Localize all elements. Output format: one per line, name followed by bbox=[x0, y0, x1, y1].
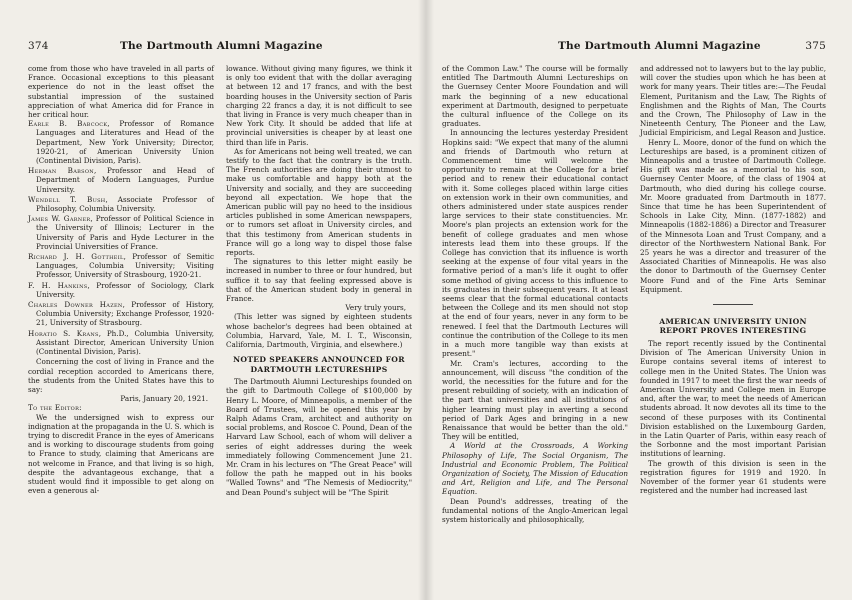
paragraph: Dean Pound's addresses, treating of the fundamental notions of the Anglo-American legal system historically and philosophically, bbox=[442, 496, 628, 524]
paragraph bbox=[28, 403, 214, 412]
paragraph: Wendell T. Bush, Associate Professor of Philosophy, Columbia University. bbox=[28, 194, 214, 214]
person-name: Charles Downer Hazen bbox=[28, 300, 123, 310]
page-number-right: 375 bbox=[805, 40, 826, 52]
person-name: Wendell T. Bush bbox=[28, 194, 106, 204]
article-heading-lectureships: NOTED SPEAKERS ANNOUNCED FOR DARTMOUTH LECTURESHIPS bbox=[233, 355, 405, 374]
paragraph: Paris, January 20, 1921. bbox=[120, 394, 208, 404]
right-column-2 bbox=[640, 64, 826, 524]
paragraph: A World at the Crossroads, A Working Philosophy of Life, The Social Organism, The Industrial and Economic Problem, The Political Organization of Society, The Mission of Education and Art, Religion and Life, and The Personal Equation. bbox=[442, 441, 628, 497]
paragraph: Earle B. Babcock, Professor of Romance Languages and Literatures and Head of the Department, New York University; Director, 1920-21, of American University Union (Continental Division, Paris). bbox=[28, 119, 214, 166]
paragraph: In announcing the lectures yesterday President Hopkins said: "We expect that many of the alumni and friends of Dartmouth who return at Commencement time will welcome the opportunity to remain at the College for a brief period and to renew their educational contact with it. Some colleges placed within large cities on extension work in their own communities, and others administered under state auspices render large services to their state constituencies. Mr. Moore's plan projects an extension work for the benefit of college graduates and men whose interests lead them into these groups. If the College has conviction that its influence is worth seeking at the expense of four vital years in the formative period of a man's life it ought to offer some method of giving access to this influence to its graduates in their subsequent years. It at least seems clear that the formal educational contacts between the College and its men should not stop at the end of four years, never in any form to be renewed. I feel that the Dartmouth Lectures will continue the contribution of the College to its men in a much more tangible way than exists at present." bbox=[442, 128, 628, 359]
person-name: Richard J. H. Gottheil bbox=[28, 252, 124, 262]
person-name: Horatio S. Krans bbox=[28, 328, 99, 338]
paragraph: The report recently issued by the Continental Division of The American University Union in Europe contains several items of interest to college men in the United States. The Union was founded in 1917 to meet the first the war needs of American University and College men in Europe and, after the war, to meet the needs of American students abroad. It now devotes all its time to the second of these purposes with its Continental Division established on the Luxembourg Garden, in the Latin Quarter of Paris, within easy reach of the Sorbonne and the most important Parisian institutions of learning. bbox=[640, 338, 826, 459]
salutation: To the Editor: bbox=[28, 403, 82, 413]
paragraph: lowance. Without giving many figures, we think it is only too evident that with the dollar averaging at between 12 and 17 francs, and with the best boarding houses in the University section of Paris charging 22 francs a day, it is not difficult to see that living in France is very much cheaper than in New York City. It should be added that life at provincial universities is cheaper by at least one third than life in Paris. bbox=[226, 64, 412, 147]
left-column-2 bbox=[226, 64, 412, 497]
person-name: Herman Babson bbox=[28, 166, 94, 176]
paragraph: Charles Downer Hazen, Professor of History, Columbia University; Exchange Professor, 1920-21, University of Strasbourg. bbox=[28, 300, 214, 328]
person-name: Earle B. Babcock bbox=[28, 119, 108, 129]
magazine-title-left: The Dartmouth Alumni Magazine bbox=[119, 40, 323, 52]
right-page bbox=[426, 0, 852, 600]
paragraph: The signatures to this letter might easily be increased in number to three or four hundred, but suffice it to say that feeling expressed above is that of the American student body in general in France. bbox=[226, 257, 412, 304]
paragraph: come from those who have traveled in all parts of France. Occasional exceptions to this pleasant experience do not in the least offset the substantial impression of the sustained appreciation of what America did for France in her critical hour. bbox=[28, 64, 214, 120]
left-running-head bbox=[28, 40, 412, 54]
paragraph: Mr. Cram's lectures, according to the announcement, will discuss "the condition of the world, the necessities for the future and for the present rebuilding of society, with an indication of the part that universities and all institutions of higher learning must play in averting a second period of Dark Ages and bringing in a new Renaissance that would be better than the old." They will be entitled, bbox=[442, 358, 628, 442]
paragraph: F. H. Hankins, Professor of Sociology, Clark University. bbox=[28, 280, 214, 299]
paragraph: Henry L. Moore, donor of the fund on which the Lectureships are based, is a prominent citizen of Minneapolis and a trustee of Dartmouth College. His gift was made as a memorial to his son, Guernsey Center Moore, of the class of 1904 at Dartmouth, who died during his college course. Mr. Moore graduated from Dartmouth in 1877. Since that time he has been Superintendent of Schools in Lake City, Minn. (1877-1882) and Minneapolis (1882-1886) a Director and Treasurer of the Minnesota Loan and Trust Company, and a director of the Northwestern National Bank. For 25 years he was a director and treasurer of the Associated Charities of Minneapolis. He was also the donor to Dartmouth of the Guernsey Center Moore Fund and of the Fine Arts Seminar Equipment. bbox=[640, 137, 826, 294]
paragraph: James W. Garner, Professor of Political Science in the University of Illinois; Lecturer in the University of Paris and Hyde Lecturer in the Provincial Universities of France. bbox=[28, 214, 215, 251]
right-running-head bbox=[442, 40, 826, 54]
section-divider bbox=[713, 304, 753, 305]
paragraph: Herman Babson, Professor and Head of Department of Modern Languages, Purdue University. bbox=[28, 166, 214, 194]
paragraph: We the undersigned wish to express our indignation at the propaganda in the U. S. which is trying to discredit France in the eyes of Americans and is working to discourage students from going to France to study, claiming that Americans are not welcome in France, and that living is so high, despite the advantageous exchange, that a student would find it impossible to get along on even a generous al- bbox=[28, 412, 214, 496]
paragraph: The Dartmouth Alumni Lectureships founded on the gift to Dartmouth College of $100,000 by Henry L. Moore, of Minneapolis, a member of the Board of Trustees, will be opened this year by Ralph Adams Cram, architect and authority on social problems, and Roscoe C. Pound, Dean of the Harvard Law School, each of whom will deliver a series of eight addresses during the week immediately following Commencement June 21. Mr. Cram in his lectures on "The Great Peace" will follow the path he mapped out in his books "Walled Towns" and "The Nemesis of Mediocrity," and Dean Pound's subject will be "The Spirit bbox=[226, 377, 412, 497]
paragraph: As for Americans not being well treated, we can testify to the fact that the contrary is the truth. The French authorities are doing their utmost to make us comfortable and happy both at the University and socially, and they are succeeding beyond all expectation. We hope that the American public will pay no heed to the insidious articles published in some American newspapers, or to rumors set afloat in University circles, and that this testimony from American students in France will go a long way to dispel those false reports. bbox=[226, 146, 412, 258]
article-heading-union: AMERICAN UNIVERSITY UNION REPORT PROVES INTERESTING bbox=[659, 317, 807, 336]
paragraph: The growth of this division is seen in the registration figures for 1919 and 1920. In November of the former year 61 students were registered and the number had increased last bbox=[640, 458, 826, 496]
paragraph: Richard J. H. Gottheil, Professor of Semitic Languages, Columbia University; Visiting Professor, University of Strasbourg, 1920-21. bbox=[28, 252, 214, 280]
page-number-left: 374 bbox=[28, 40, 49, 52]
right-column-1 bbox=[442, 64, 628, 524]
paragraph: and addressed not to lawyers but to the lay public, will cover the studies upon which he has been at work for many years. Their titles are:—The Feudal Element, Puritanism and the Law, The Rights of Englishmen and the Rights of Man, The Courts and the Crown, The Philosophy of Law in the Nineteenth Century, The Pioneer and the Law, Judicial Empiricism, and Legal Reason and Justice. bbox=[640, 64, 826, 138]
book-gutter bbox=[418, 0, 434, 600]
person-name: James W. Garner bbox=[28, 214, 91, 224]
paragraph: (This letter was signed by eighteen students whose bachelor's degrees had been obtained at Columbia, Harvard, Yale, M. I. T., Wisconsin, California, Dartmouth, Virginia, and elsewhere.) bbox=[226, 312, 412, 350]
paragraph: Horatio S. Krans, Ph.D., Columbia University, Assistant Director, American University Union (Continental Division, Paris). bbox=[28, 328, 215, 357]
person-name: F. H. Hankins bbox=[28, 280, 88, 290]
magazine-title-right: The Dartmouth Alumni Magazine bbox=[558, 40, 761, 52]
paragraph: of the Common Law." The course will be formally entitled The Dartmouth Alumni Lectureships on the Guernsey Center Moore Foundation and will mark the beginning of a new educational experiment at Dartmouth, designed to perpetuate the cultural influence of the College on its graduates. bbox=[442, 64, 628, 129]
paragraph: Very truly yours, bbox=[345, 303, 406, 313]
left-column-1 bbox=[28, 64, 214, 497]
paragraph: Concerning the cost of living in France and the cordial reception accorded to Americans there, the students from the United States have this to say: bbox=[28, 357, 214, 394]
